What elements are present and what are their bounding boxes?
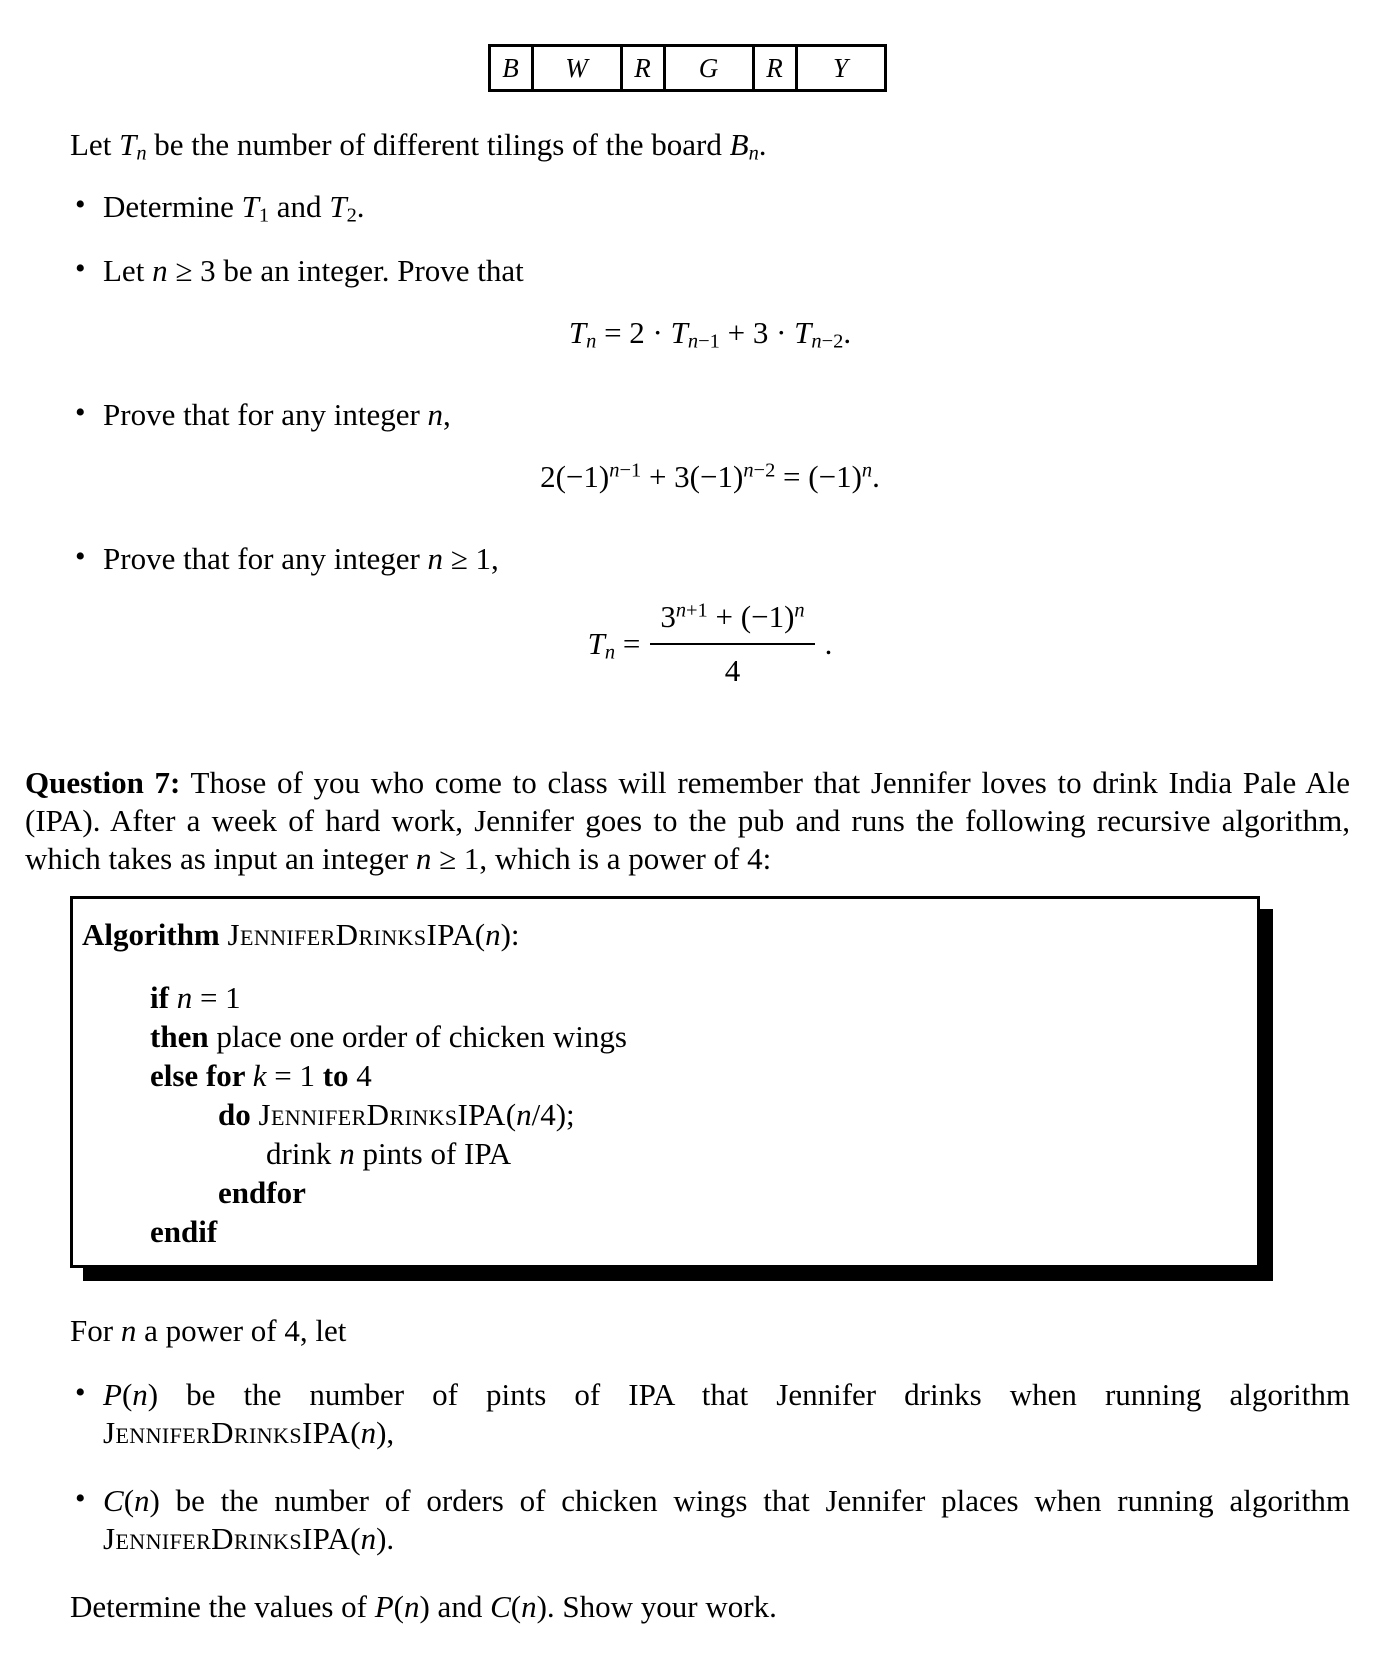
algorithm-line-then: then place one order of chicken wings [150,1019,627,1054]
algorithm-line-endif: endif [150,1214,218,1249]
bullet-icon: • [75,188,86,221]
board-cell-label: R [766,53,783,83]
equation-recurrence: Tn = 2 · Tn−1 + 3 · Tn−2. [568,315,852,353]
bullet-icon: • [75,540,86,573]
bullet-item-closed-form [75,540,1350,578]
for-power-paragraph: For n a power of 4, let [70,1313,347,1348]
algorithm-line-endfor: endfor [218,1175,306,1210]
algorithm-line-else-for: else for k = 1 to 4 [150,1058,372,1093]
board-cell-B [491,47,534,89]
bullet-icon: • [75,252,86,285]
board-cell-Y [798,47,884,89]
equation-period: . [824,626,833,661]
board-cell-label: Y [832,53,849,83]
board-cell-G [666,47,755,89]
bullet-icon: • [75,1482,86,1515]
board-cell-R [755,47,798,89]
equation-sign-identity: $2(-1)^{n-1} + 3(-1)^{n-2} = (-1)^n$. [540,459,880,494]
tiling-board [488,44,887,92]
final-instruction: Determine the values of P(n) and C(n). Show your work. [70,1589,777,1624]
board-cell-R [623,47,666,89]
bullet-text: Let n ≥ 3 be an integer. Prove that [103,253,524,288]
algorithm-title: Algorithm JenniferDrinksIPA(n): [82,917,520,952]
intro-paragraph: Let Tn be the number of different tilings of the board Bn. [70,127,767,165]
board-cell-label: W [565,53,588,83]
board-cell-W [534,47,623,89]
bullet-text: Prove that for any integer n ≥ 1, [103,541,499,576]
algorithm-line-do: do JenniferDrinksIPA(n/4); [218,1097,575,1132]
bullet-item-sign-identity [75,396,1350,434]
bullet-item-c-of-n [75,1482,1350,1558]
bullet-icon: • [75,1376,86,1409]
algorithm-line-drink: drink n pints of IPA [266,1136,512,1171]
bullet-icon: • [75,396,86,429]
bullet-text: P(n) be the number of pints of IPA that Jennifer drinks when running algorithm JenniferDrinksIPA(n), [103,1377,1350,1450]
bullet-text: C(n) be the number of orders of chicken wings that Jennifer places when running algorithm JenniferDrinksIPA(n). [103,1483,1350,1556]
equation-lhs: Tn = [587,626,641,664]
bullet-item-determine-t1-t2 [75,188,1350,226]
fraction [650,598,814,690]
algorithm-box [70,896,1260,1268]
bullet-text: Determine T1 and T2. [103,189,365,227]
board-cell-label: B [502,53,519,83]
bullet-item-p-of-n [75,1376,1350,1452]
fraction-denominator: 4 [724,653,741,688]
board-cell-label: R [634,53,651,83]
tiling-board-wrapper [0,0,1374,92]
equation-closed-form [0,598,1374,690]
bullet-text: Prove that for any integer n, [103,397,451,432]
question7-paragraph: Question 7: Those of you who come to class will remember that Jennifer loves to drink India Pale Ale (IPA). After a week of hard work, Jennifer goes to the pub and runs the following recursive algorithm, which takes as input an integer n ≥ 1, which is a power of 4: [25,765,1351,876]
fraction-numerator: $3^{n+1} + (-1)^n$ [650,598,814,645]
algorithm-line-if: if n = 1 [150,980,241,1015]
bullet-item-recurrence [75,252,1350,290]
board-cell-label: G [698,53,719,83]
